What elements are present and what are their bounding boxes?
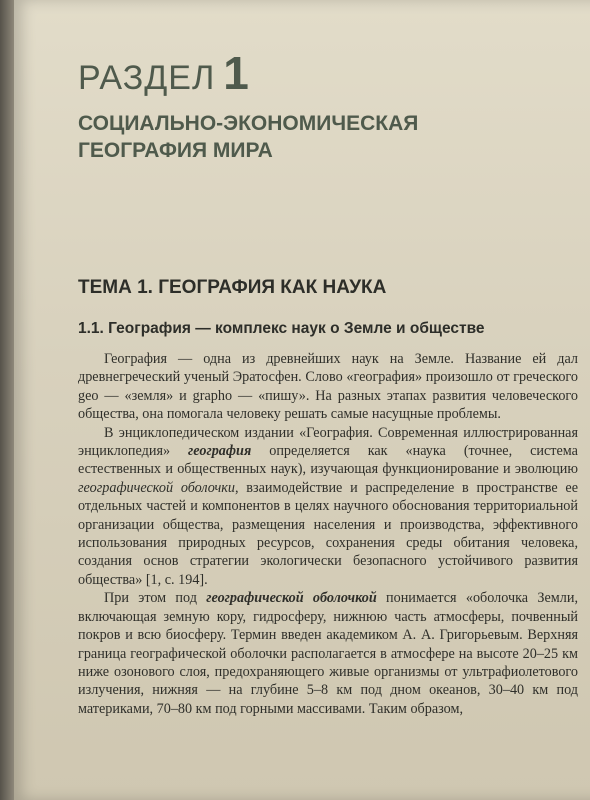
paragraph-3-text-b: понимается «оболочка Земли, включающая земную кору, гидросферу, нижнюю часть атмосферы, почвенный покров и всю биосферу. Термин введен академиком А. А. Григорьевым. Верхняя граница географической оболочки располагается в атмосфере на высоте 20–25 км ниже озонового слоя, предохраняющего живые организмы от ультрафиолетового излучения, нижняя — на глубине 5–8 км под дном океанов, 30–40 км под материками, 70–80 км под горными массивами. Таким образом, <box>78 590 578 717</box>
book-gutter <box>0 0 14 800</box>
term-geographic-envelope: географической оболочки <box>78 479 236 496</box>
book-page <box>14 0 590 800</box>
term-geographic-envelope-bold: географической оболочкой <box>206 590 377 607</box>
subsection-title: 1.1. География — комплекс наук о Земле и обществе <box>78 320 485 337</box>
section-heading <box>78 46 250 100</box>
topic-title: ТЕМА 1. ГЕОГРАФИЯ КАК НАУКА <box>78 277 387 298</box>
paragraph-2-text-b: определяется как «наука (точнее, система естественных и общественных наук), изучающая функционирование и эволюцию <box>78 443 578 478</box>
paragraph-3 <box>78 589 578 718</box>
paragraph-2 <box>78 424 578 590</box>
paragraph-2-text-a: В энциклопедическом издании «География. Современная иллюстрированная энциклопедия» <box>78 424 578 460</box>
paragraph-2-text-c: , взаимодействие и распределение в пространстве ее отдельных частей и компонентов в целях научного обоснования территориальной организации общества, размещения населения и производства, эффективного использования природных ресурсов, сохранения среды обитания человека, создания основ стратегии экологически безопасного устойчивого развития общества» [1, с. 194]. <box>78 479 579 588</box>
paragraph-1: География — одна из древнейших наук на Земле. Название ей дал древнегреческий ученый Эратосфен. Слово «география» произошло от греческого geo — «земля» и grapho — «пишу». На разных этапах развития человеческого общества, она помогала человеку решать самые насущные проблемы. <box>78 351 578 423</box>
section-label: РАЗДЕЛ <box>78 59 216 97</box>
section-title: СОЦИАЛЬНО-ЭКОНОМИЧЕСКАЯ ГЕОГРАФИЯ МИРА <box>78 112 419 162</box>
term-geography: география <box>188 443 252 460</box>
paragraph-3-text-a: При этом под <box>104 590 207 607</box>
body-text <box>78 350 578 718</box>
section-number: 1 <box>223 47 250 99</box>
